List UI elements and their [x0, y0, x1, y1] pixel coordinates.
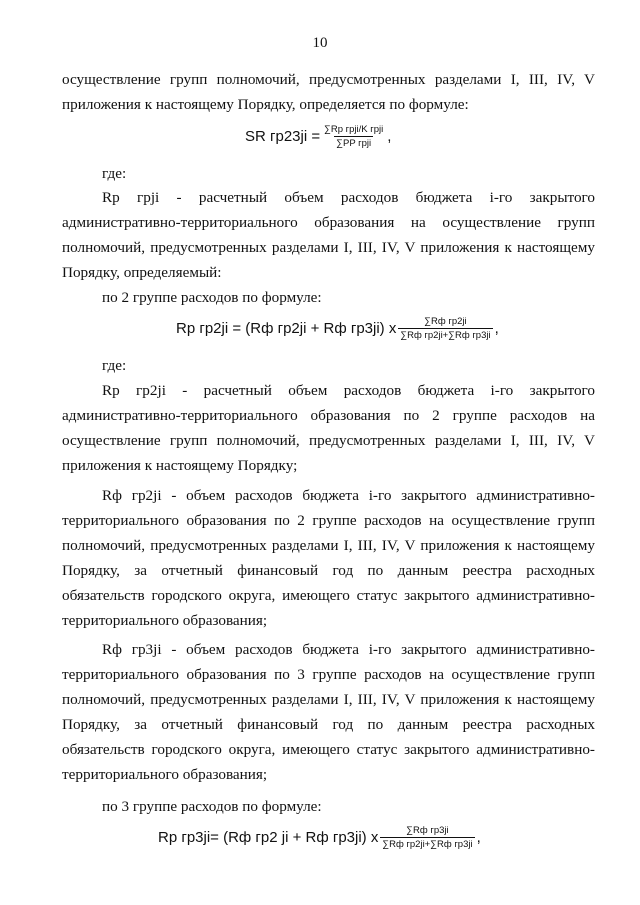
- text-line: территориального образования;: [62, 766, 268, 783]
- text-line: Rp гр2ji - расчетный объем расходов бюджета i-го закрытого: [102, 382, 595, 399]
- text-line: обязательств городского округа, имеющего статус закрытого административно-: [62, 587, 595, 604]
- text-line: полномочий, предусмотренных разделами I, III, IV, V приложения к настоящему: [62, 537, 595, 554]
- formula-lhs: Rp гр3ji= (Rф гр2 ji + Rф гр3ji) х: [158, 829, 379, 846]
- text-line: Порядку, за отчетный финансовый год по данным реестра расходных: [62, 716, 595, 733]
- text-line: Порядку, определяемый:: [62, 264, 222, 281]
- text-line: Rф гр2ji - объем расходов бюджета i-го закрытого административно-: [102, 487, 595, 504]
- formula-lhs: SR гр23ji =: [245, 128, 321, 145]
- formula-tail: ,: [387, 128, 392, 145]
- page-number: 10: [312, 35, 328, 51]
- formula: [158, 825, 481, 850]
- fraction-denominator: ∑Rф гр2ji+∑Rф гр3ji: [382, 839, 473, 850]
- text-line: осуществление групп полномочий, предусмотренных разделами I, III, IV, V: [62, 71, 595, 88]
- formula: [176, 316, 499, 341]
- text-line: приложения к настоящему Порядку, определяется по формуле:: [62, 96, 469, 113]
- text-line: полномочий, предусмотренных разделами I, III, IV, V приложения к настоящему: [62, 239, 595, 256]
- text-line: по 2 группе расходов по формуле:: [102, 289, 322, 306]
- formula-fraction: [398, 316, 492, 341]
- text-line: территориального образования;: [62, 612, 268, 629]
- text-line: территориального образования по 3 группе расходов на осуществление групп: [62, 666, 595, 683]
- text-line: осуществление групп полномочий, предусмотренных разделами I, III, IV, V: [62, 432, 595, 449]
- text-line: по 3 группе расходов по формуле:: [102, 798, 322, 815]
- formula: [245, 124, 391, 149]
- fraction-denominator: ∑Rф гр2ji+∑Rф гр3ji: [400, 330, 491, 341]
- text-line: административно-территориального образования по 2 группе расходов на: [62, 407, 595, 424]
- text-line: обязательств городского округа, имеющего статус закрытого административно-: [62, 741, 595, 758]
- formula-tail: ,: [476, 829, 481, 846]
- text-line: Rp грji - расчетный объем расходов бюджета i-го закрытого: [102, 189, 595, 206]
- fraction-numerator: ∑Rф гр2ji: [424, 316, 467, 327]
- fraction-numerator: ∑Rф гр3ji: [406, 825, 449, 836]
- text-line: Порядку, за отчетный финансовый год по данным реестра расходных: [62, 562, 595, 579]
- formula-lhs: Rp гр2ji = (Rф гр2ji + Rф гр3ji) х: [176, 320, 397, 337]
- text-line: полномочий, предусмотренных разделами I, III, IV, V приложения к настоящему: [62, 691, 595, 708]
- fraction-numerator: ∑Rp грji/K грji: [324, 124, 384, 135]
- fraction-denominator: ∑PP грji: [336, 138, 372, 149]
- formula-tail: ,: [494, 320, 499, 337]
- text-line: приложения к настоящему Порядку;: [62, 457, 298, 474]
- text-line: Rф гр3ji - объем расходов бюджета i-го закрытого административно-: [102, 641, 595, 658]
- formula-fraction: [322, 124, 385, 149]
- text-line: где:: [102, 357, 127, 374]
- text-line: где:: [102, 165, 127, 182]
- text-line: административно-территориального образования на осуществление групп: [62, 214, 595, 231]
- text-line: территориального образования по 2 группе расходов на осуществление групп: [62, 512, 595, 529]
- formula-fraction: [380, 825, 474, 850]
